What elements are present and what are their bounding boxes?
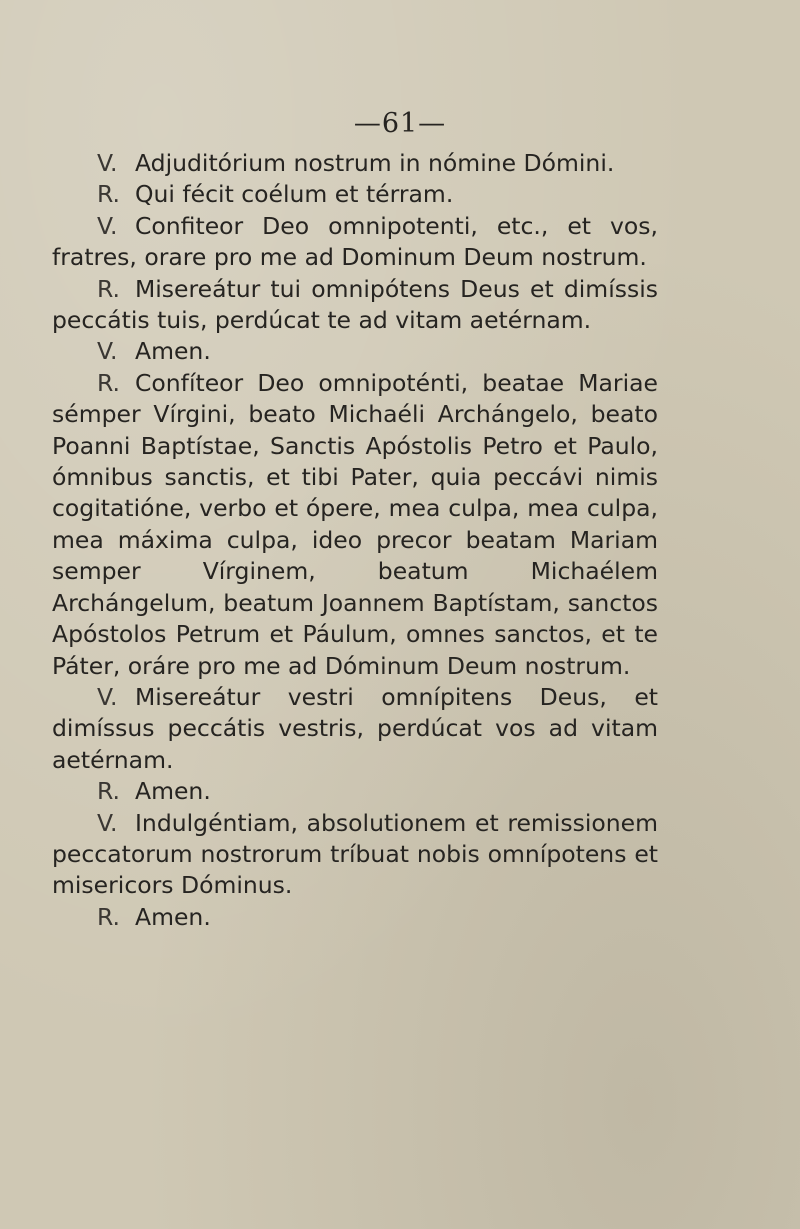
versicle-paragraph	[52, 148, 658, 179]
response-sigil: R.	[97, 777, 120, 806]
paragraph-text: Amen.	[135, 337, 211, 366]
paragraph-text: Qui fécit coélum et térram.	[135, 180, 454, 209]
paragraph-text: Misereátur tui omnipótens Deus et dimíssis peccátis tuis, perdúcat te ad vitam aetérnam.	[52, 274, 658, 335]
versicle-paragraph	[52, 211, 658, 274]
response-paragraph	[52, 274, 658, 337]
paragraph-text: Misereátur vestri omnípitens Deus, et dimíssus peccátis vestris, perdúcat vos ad vitam aetérnam.	[52, 682, 658, 774]
response-paragraph	[52, 776, 658, 807]
response-sigil: R.	[97, 274, 120, 303]
paragraph-text: Indulgéntiam, absolutionem et remissionem peccatorum nostrorum tríbuat nobis omnípotens et misericors Dóminus.	[52, 808, 658, 900]
response-paragraph	[52, 179, 658, 210]
paragraph-text: Adjuditórium nostrum in nómine Dómini.	[135, 149, 615, 177]
paragraph-text: Confiteor Deo omnipotenti, etc., et vos, fratres, orare pro me ad Dominum Deum nostrum.	[52, 211, 658, 272]
versicle-paragraph	[52, 682, 658, 776]
versicle-sigil: V.	[97, 808, 118, 837]
response-paragraph	[52, 902, 658, 933]
response-paragraph	[52, 368, 658, 682]
versicle-sigil: V.	[97, 211, 118, 240]
versicle-paragraph	[52, 336, 658, 367]
versicle-sigil: V.	[97, 682, 118, 711]
paragraph-text: Confíteor Deo omnipoténti, beatae Mariae sémper Vírgini, beato Michaéli Archángelo, beato Poanni Baptístae, Sanctis Apóstolis Petro et Paulo, ómnibus sanctis, et tibi Pater, quia peccávi nimis cogitatióne, verbo et ópere, mea culpa, mea culpa, mea máxima culpa, ideo precor beatam Mariam semper Vírginem, beatum Michaélem Archángelum, beatum Joannem Baptístam, sanctos Apóstolos Petrum et Páulum, omnes sanctos, et te Páter, oráre pro me ad Dóminum Deum nostrum.	[52, 368, 658, 680]
page-number: —61—	[353, 108, 447, 139]
response-sigil: R.	[97, 180, 120, 209]
paragraph-text: Amen.	[135, 902, 211, 931]
versicle-sigil: V.	[97, 337, 118, 366]
response-sigil: R.	[97, 368, 120, 397]
liturgical-text	[52, 148, 658, 933]
versicle-sigil: V.	[97, 149, 118, 177]
paragraph-text: Amen.	[135, 777, 211, 806]
response-sigil: R.	[97, 902, 120, 931]
versicle-paragraph	[52, 808, 658, 902]
